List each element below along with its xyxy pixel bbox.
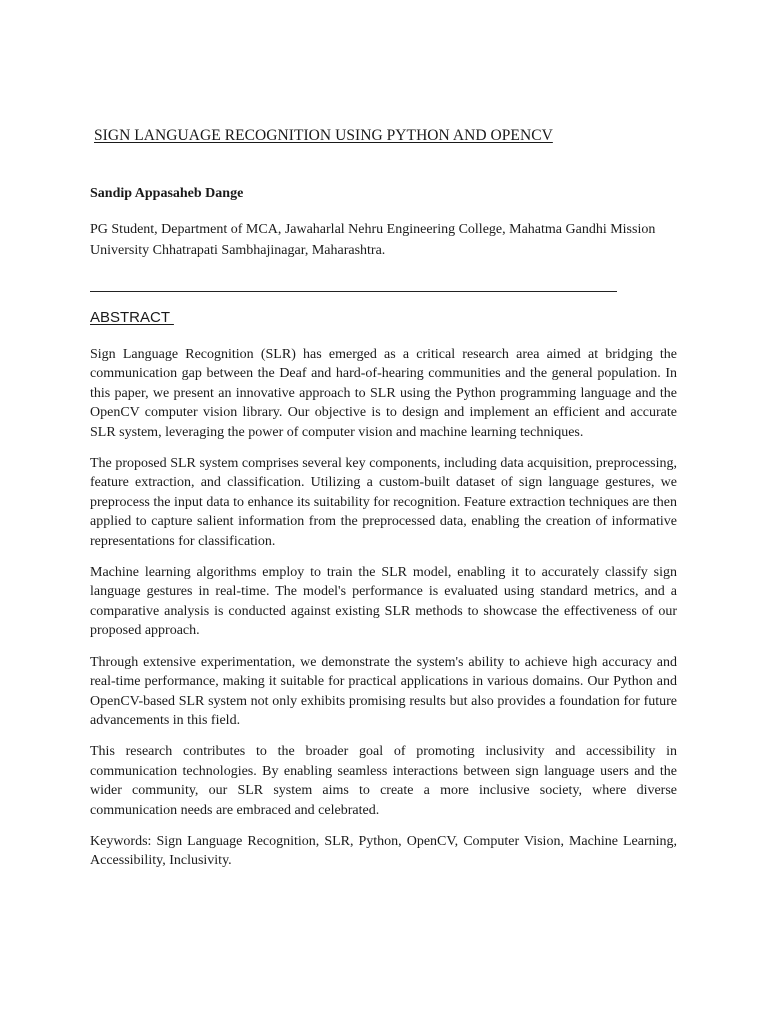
abstract-paragraph-4: Through extensive experimentation, we demonstrate the system's ability to achieve high accuracy and real-time performance, making it suitable for practical applications in various domains. Our Python and OpenCV-based SLR system not only exhibits promising results but also provides a foundation for future advancements in this field. [90,654,677,728]
abstract-paragraph-1: Sign Language Recognition (SLR) has emerged as a critical research area aimed at bridging the communication gap between the Deaf and hard-of-hearing communities and the general population. In this paper, we present an innovative approach to SLR using the Python programming language and the OpenCV computer vision library. Our objective is to design and implement an efficient and accurate SLR system, leveraging the power of computer vision and machine learning techniques. [90,347,677,440]
abstract-paragraph-5: This research contributes to the broader goal of promoting inclusivity and accessibility in communication technologies. By enabling seamless interactions between sign language users and the wider community, our SLR system aims to create a more inclusive society, where diverse communication needs are embraced and celebrated. [90,744,677,818]
author-name: Sandip Appasaheb Dange [90,186,244,201]
abstract-heading: ABSTRACT [90,309,174,326]
paper-title: SIGN LANGUAGE RECOGNITION USING PYTHON AND OPENCV [94,127,553,144]
abstract-paragraph-2: The proposed SLR system comprises several key components, including data acquisition, preprocessing, feature extraction, and classification. Utilizing a custom-built dataset of sign language gestures, we preprocess the input data to enhance its suitability for recognition. Feature extraction techniques are then applied to capture salient information from the preprocessed data, enabling the creation of informative representations for classification. [90,456,677,549]
author-affiliation: PG Student, Department of MCA, Jawaharlal Nehru Engineering College, Mahatma Gandhi Mission University Chhatrapati Sambhajinagar, Maharashtra. [90,222,656,258]
keywords: Keywords: Sign Language Recognition, SLR, Python, OpenCV, Computer Vision, Machine Learning, Accessibility, Inclusivity. [90,833,677,869]
section-divider [90,291,617,292]
abstract-paragraph-3: Machine learning algorithms employ to train the SLR model, enabling it to accurately classify sign language gestures in real-time. The model's performance is evaluated using standard metrics, and a comparative analysis is conducted against existing SLR methods to showcase the effectiveness of our proposed approach. [90,565,677,639]
abstract-body [90,345,677,883]
